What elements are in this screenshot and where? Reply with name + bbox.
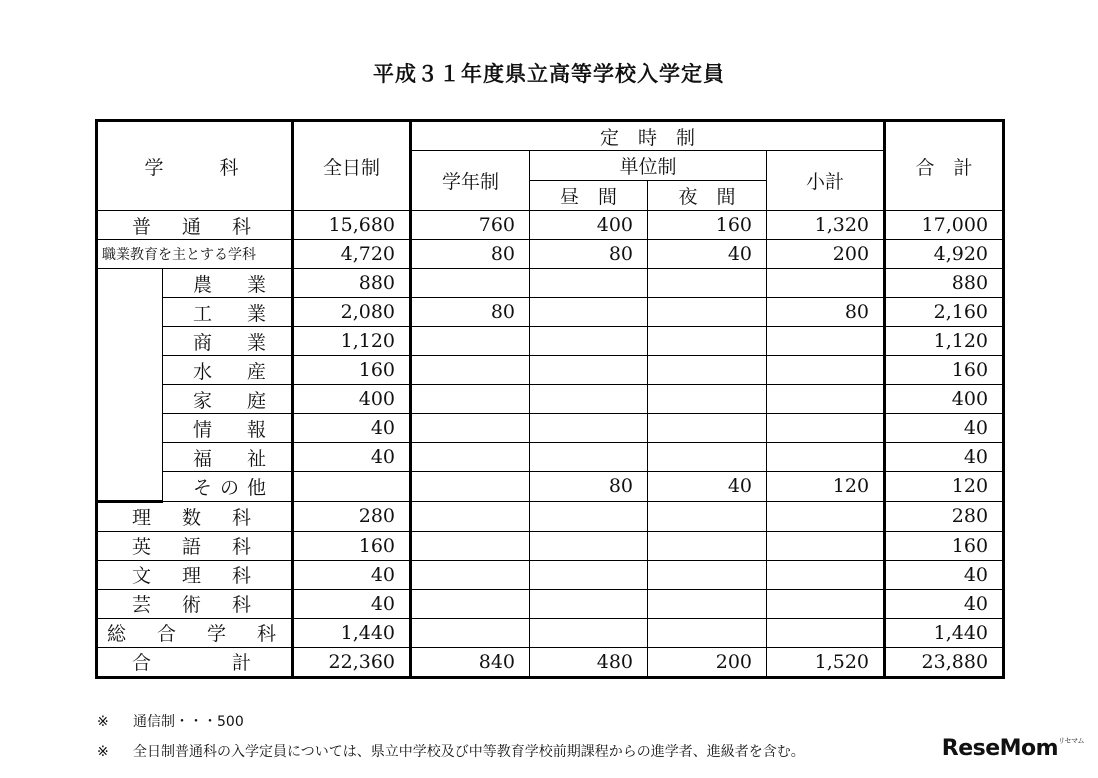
- cell-subtotal: [767, 385, 885, 414]
- cell-grade-system: [411, 501, 530, 531]
- cell-grade-system: 760: [411, 211, 530, 240]
- cell-daytime: 480: [530, 647, 648, 677]
- cell-subtotal: 80: [767, 298, 885, 327]
- cell-daytime: 80: [530, 240, 648, 269]
- cell-total: 400: [885, 385, 1004, 414]
- cell-subtotal: 1,320: [767, 211, 885, 240]
- cell-nighttime: 160: [648, 211, 767, 240]
- cell-subtotal: 120: [767, 472, 885, 502]
- table-row: [97, 501, 1004, 531]
- cell-full-time: 1,440: [293, 618, 411, 647]
- cell-full-time: 40: [293, 560, 411, 589]
- cell-grade-system: [411, 414, 530, 443]
- indent-cell: [97, 327, 163, 356]
- cell-nighttime: [648, 443, 767, 472]
- indent-cell: [97, 414, 163, 443]
- row-label: 職業教育を主とする学科: [97, 240, 293, 269]
- row-label: 水 産: [163, 356, 293, 385]
- note-full-time: [97, 741, 805, 761]
- cell-subtotal: [767, 414, 885, 443]
- cell-full-time: 4,720: [293, 240, 411, 269]
- row-label: 福 祉: [163, 443, 293, 472]
- header-part-time: 定 時 制: [411, 121, 885, 151]
- cell-nighttime: 40: [648, 240, 767, 269]
- header-department: 学 科: [97, 121, 293, 211]
- cell-nighttime: [648, 560, 767, 589]
- cell-subtotal: [767, 269, 885, 298]
- cell-daytime: [530, 560, 648, 589]
- cell-total: 1,440: [885, 618, 1004, 647]
- cell-full-time: 22,360: [293, 647, 411, 677]
- cell-daytime: 400: [530, 211, 648, 240]
- header-total: 合 計: [885, 121, 1004, 211]
- cell-daytime: [530, 385, 648, 414]
- note-mark: ※: [97, 714, 109, 730]
- cell-subtotal: 200: [767, 240, 885, 269]
- header-nighttime: 夜 間: [648, 181, 767, 211]
- cell-grade-system: [411, 472, 530, 502]
- indent-cell: [97, 385, 163, 414]
- cell-subtotal: [767, 501, 885, 531]
- note-mark: ※: [97, 744, 109, 760]
- table-row: [97, 531, 1004, 560]
- cell-subtotal: [767, 327, 885, 356]
- note-correspondence: [97, 711, 244, 731]
- header-daytime: 昼 間: [530, 181, 648, 211]
- row-label: 普 通 科: [97, 211, 293, 240]
- cell-subtotal: [767, 356, 885, 385]
- cell-full-time: 880: [293, 269, 411, 298]
- cell-total: 17,000: [885, 211, 1004, 240]
- cell-total: 40: [885, 414, 1004, 443]
- indent-cell: [97, 269, 163, 298]
- header-subtotal: 小計: [767, 151, 885, 211]
- cell-full-time: [293, 472, 411, 502]
- cell-nighttime: [648, 298, 767, 327]
- table-row: [97, 356, 1004, 385]
- cell-daytime: [530, 443, 648, 472]
- cell-grade-system: 840: [411, 647, 530, 677]
- row-label: 家 庭: [163, 385, 293, 414]
- cell-nighttime: 200: [648, 647, 767, 677]
- cell-full-time: 1,120: [293, 327, 411, 356]
- cell-full-time: 280: [293, 501, 411, 531]
- cell-full-time: 160: [293, 531, 411, 560]
- page-title: 平成３１年度県立高等学校入学定員: [373, 62, 725, 86]
- cell-subtotal: [767, 589, 885, 618]
- cell-daytime: [530, 414, 648, 443]
- cell-grade-system: [411, 327, 530, 356]
- table-row: [97, 647, 1004, 677]
- cell-grade-system: [411, 385, 530, 414]
- row-label: 農 業: [163, 269, 293, 298]
- cell-nighttime: [648, 356, 767, 385]
- cell-nighttime: [648, 531, 767, 560]
- indent-cell: [97, 356, 163, 385]
- table-row: [97, 414, 1004, 443]
- indent-cell: [97, 472, 163, 502]
- table-row: [97, 618, 1004, 647]
- cell-full-time: 15,680: [293, 211, 411, 240]
- row-label: 商 業: [163, 327, 293, 356]
- cell-full-time: 40: [293, 589, 411, 618]
- row-label: 合 計: [97, 647, 293, 677]
- cell-full-time: 40: [293, 414, 411, 443]
- table-row: [97, 240, 1004, 269]
- cell-total: 40: [885, 443, 1004, 472]
- cell-daytime: [530, 356, 648, 385]
- cell-nighttime: [648, 501, 767, 531]
- cell-grade-system: [411, 618, 530, 647]
- note-text: 通信制・・・500: [133, 714, 244, 730]
- cell-grade-system: [411, 589, 530, 618]
- table-row: [97, 443, 1004, 472]
- cell-nighttime: [648, 327, 767, 356]
- row-label: 英 語 科: [97, 531, 293, 560]
- cell-daytime: [530, 269, 648, 298]
- row-label: 芸 術 科: [97, 589, 293, 618]
- cell-subtotal: 1,520: [767, 647, 885, 677]
- table-row: [97, 211, 1004, 240]
- indent-cell: [97, 298, 163, 327]
- cell-grade-system: [411, 531, 530, 560]
- table-row: [97, 589, 1004, 618]
- table-row: [97, 327, 1004, 356]
- cell-full-time: 40: [293, 443, 411, 472]
- table-row: [97, 560, 1004, 589]
- cell-total: 120: [885, 472, 1004, 502]
- cell-total: 160: [885, 356, 1004, 385]
- cell-grade-system: [411, 269, 530, 298]
- cell-nighttime: [648, 589, 767, 618]
- cell-subtotal: [767, 560, 885, 589]
- cell-total: 880: [885, 269, 1004, 298]
- cell-full-time: 2,080: [293, 298, 411, 327]
- cell-full-time: 160: [293, 356, 411, 385]
- row-label: 文 理 科: [97, 560, 293, 589]
- cell-grade-system: 80: [411, 240, 530, 269]
- cell-total: 23,880: [885, 647, 1004, 677]
- cell-subtotal: [767, 531, 885, 560]
- cell-total: 4,920: [885, 240, 1004, 269]
- row-label: 理 数 科: [97, 501, 293, 531]
- cell-daytime: [530, 501, 648, 531]
- table-row: [97, 472, 1004, 502]
- header-credit-system: 単位制: [530, 151, 767, 181]
- cell-total: 280: [885, 501, 1004, 531]
- cell-subtotal: [767, 618, 885, 647]
- cell-subtotal: [767, 443, 885, 472]
- note-text: 全日制普通科の入学定員については、県立中学校及び中等教育学校前期課程からの進学者、進級者を含む。: [133, 744, 805, 760]
- cell-daytime: [530, 298, 648, 327]
- indent-cell: [97, 443, 163, 472]
- cell-daytime: 80: [530, 472, 648, 502]
- table-row: [97, 298, 1004, 327]
- cell-full-time: 400: [293, 385, 411, 414]
- resemom-watermark: ReseMom$^{リセマム}$: [941, 736, 1084, 761]
- row-label: 総 合 学 科: [97, 618, 293, 647]
- cell-daytime: [530, 618, 648, 647]
- table-row: [97, 385, 1004, 414]
- row-label: その他: [163, 472, 293, 502]
- cell-nighttime: [648, 414, 767, 443]
- cell-nighttime: 40: [648, 472, 767, 502]
- cell-total: 40: [885, 589, 1004, 618]
- row-label: 情 報: [163, 414, 293, 443]
- cell-nighttime: [648, 385, 767, 414]
- cell-nighttime: [648, 618, 767, 647]
- cell-grade-system: [411, 443, 530, 472]
- cell-daytime: [530, 589, 648, 618]
- cell-total: 160: [885, 531, 1004, 560]
- enrollment-table: [95, 119, 1005, 679]
- table-row: [97, 269, 1004, 298]
- cell-total: 1,120: [885, 327, 1004, 356]
- cell-total: 2,160: [885, 298, 1004, 327]
- row-label: 工 業: [163, 298, 293, 327]
- cell-grade-system: [411, 560, 530, 589]
- header-full-time: 全日制: [293, 121, 411, 211]
- cell-total: 40: [885, 560, 1004, 589]
- header-grade-system: 学年制: [411, 151, 530, 211]
- cell-grade-system: [411, 356, 530, 385]
- cell-nighttime: [648, 269, 767, 298]
- cell-daytime: [530, 531, 648, 560]
- cell-grade-system: 80: [411, 298, 530, 327]
- cell-daytime: [530, 327, 648, 356]
